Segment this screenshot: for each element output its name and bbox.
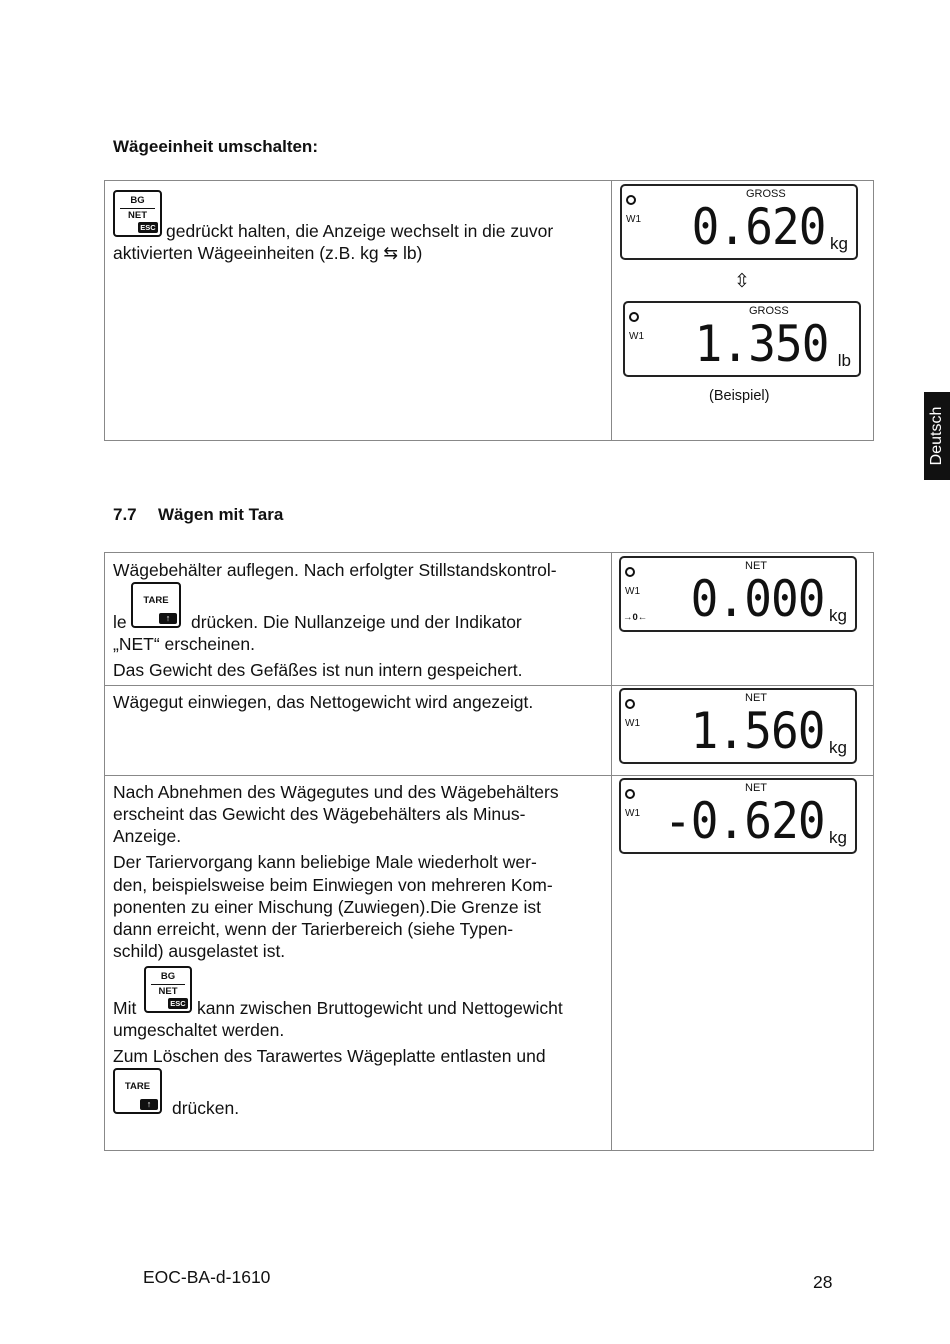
lcd-value: 1.560: [691, 702, 825, 760]
lcd-value: 0.620: [692, 198, 826, 256]
stability-indicator-icon: [625, 567, 635, 577]
lcd-unit: kg: [829, 828, 847, 847]
row3-line: Der Tariervorgang kann beliebige Male wiederholt wer-: [113, 852, 537, 872]
row3-line: den, beispielsweise beim Einwiegen von mehreren Kom-: [113, 875, 553, 895]
row-divider: [104, 685, 874, 686]
lcd-display-gross-lb: [623, 301, 861, 377]
lcd-mode: NET: [745, 782, 767, 794]
language-tab-label: Deutsch: [928, 406, 945, 466]
lcd-display-gross-kg: [620, 184, 858, 260]
section-heading-unit-switch: Wägeeinheit umschalten:: [113, 137, 318, 156]
bg-net-esc-key-icon: BG NET ESC: [144, 966, 192, 1013]
stability-indicator-icon: [625, 699, 635, 709]
example-caption: (Beispiel): [709, 388, 770, 404]
table-divider: [611, 552, 612, 1151]
row3-line: erscheint das Gewicht des Wägebehälters als Minus-: [113, 804, 526, 824]
toggle-arrow-icon: ⇳: [734, 271, 750, 292]
row1-line1: Wägebehälter auflegen. Nach erfolgter Stillstandskontrol-: [113, 560, 557, 580]
lcd-mode: GROSS: [749, 305, 789, 317]
lcd-unit: lb: [837, 351, 851, 370]
section-number: 7.7: [113, 505, 137, 524]
mit-suffix: kann zwischen Bruttogewicht und Nettogewicht: [197, 998, 563, 1018]
clear-suffix: drücken.: [172, 1098, 240, 1118]
lcd-display-negative-tare: [619, 778, 857, 854]
lcd-label: W1: [629, 331, 644, 342]
mit-line2: umgeschaltet werden.: [113, 1020, 285, 1040]
lcd-mode: GROSS: [746, 188, 786, 200]
unit-switch-text-line2: aktivierten Wägeeinheiten (z.B. kg ⇆ lb): [113, 243, 423, 263]
row2-line1: Wägegut einwiegen, das Nettogewicht wird angezeigt.: [113, 692, 534, 712]
row3-line: Anzeige.: [113, 826, 182, 846]
lcd-mode: NET: [745, 692, 767, 704]
stability-indicator-icon: [629, 312, 639, 322]
row3-line: ponenten zu einer Mischung (Zuwiegen).Die Grenze ist: [113, 897, 541, 917]
lcd-mode: NET: [745, 560, 767, 572]
tare-key-icon: TARE ↑: [113, 1068, 162, 1114]
lcd-value: 1.350: [695, 315, 829, 373]
clear-line: Zum Löschen des Tarawertes Wägeplatte entlasten und: [113, 1046, 546, 1066]
zero-indicator: →0←: [623, 612, 648, 623]
lcd-unit: kg: [829, 606, 847, 625]
row3-line: schild) ausgelastet ist.: [113, 941, 286, 961]
bg-net-esc-key-icon: BG NET ESC: [113, 190, 162, 237]
lcd-label: W1: [625, 718, 640, 729]
language-side-tab: [924, 392, 950, 480]
lcd-label: W1: [625, 586, 640, 597]
lcd-unit: kg: [830, 234, 848, 253]
lcd-value: 0.000: [691, 570, 825, 628]
row-divider: [104, 775, 874, 776]
row3-line: Nach Abnehmen des Wägegutes und des Wägebehälters: [113, 782, 559, 802]
lcd-value: -0.620: [664, 792, 825, 850]
row1-line2-prefix: le: [113, 612, 127, 632]
row1-line4: Das Gewicht des Gefäßes ist nun intern gespeichert.: [113, 660, 523, 680]
lcd-unit: kg: [829, 738, 847, 757]
unit-switch-text-line1: gedrückt halten, die Anzeige wechselt in die zuvor: [166, 221, 554, 241]
lcd-display-net-zero: [619, 556, 857, 632]
tare-key-icon: TARE ↑: [131, 582, 181, 628]
row3-line: dann erreicht, wenn der Tarierbereich (siehe Typen-: [113, 919, 514, 939]
lcd-display-net-weight: [619, 688, 857, 764]
mit-prefix: Mit: [113, 998, 137, 1018]
stability-indicator-icon: [625, 789, 635, 799]
lcd-label: W1: [625, 808, 640, 819]
lcd-label: W1: [626, 214, 641, 225]
table-divider: [611, 180, 612, 441]
row1-line2-suffix: drücken. Die Nullanzeige und der Indikator: [191, 612, 522, 632]
section-title: Wägen mit Tara: [158, 505, 284, 524]
footer-doc-id: EOC-BA-d-1610: [143, 1267, 271, 1287]
page-number: 28: [813, 1272, 833, 1292]
row1-line3: „NET“ erscheinen.: [113, 634, 255, 654]
stability-indicator-icon: [626, 195, 636, 205]
